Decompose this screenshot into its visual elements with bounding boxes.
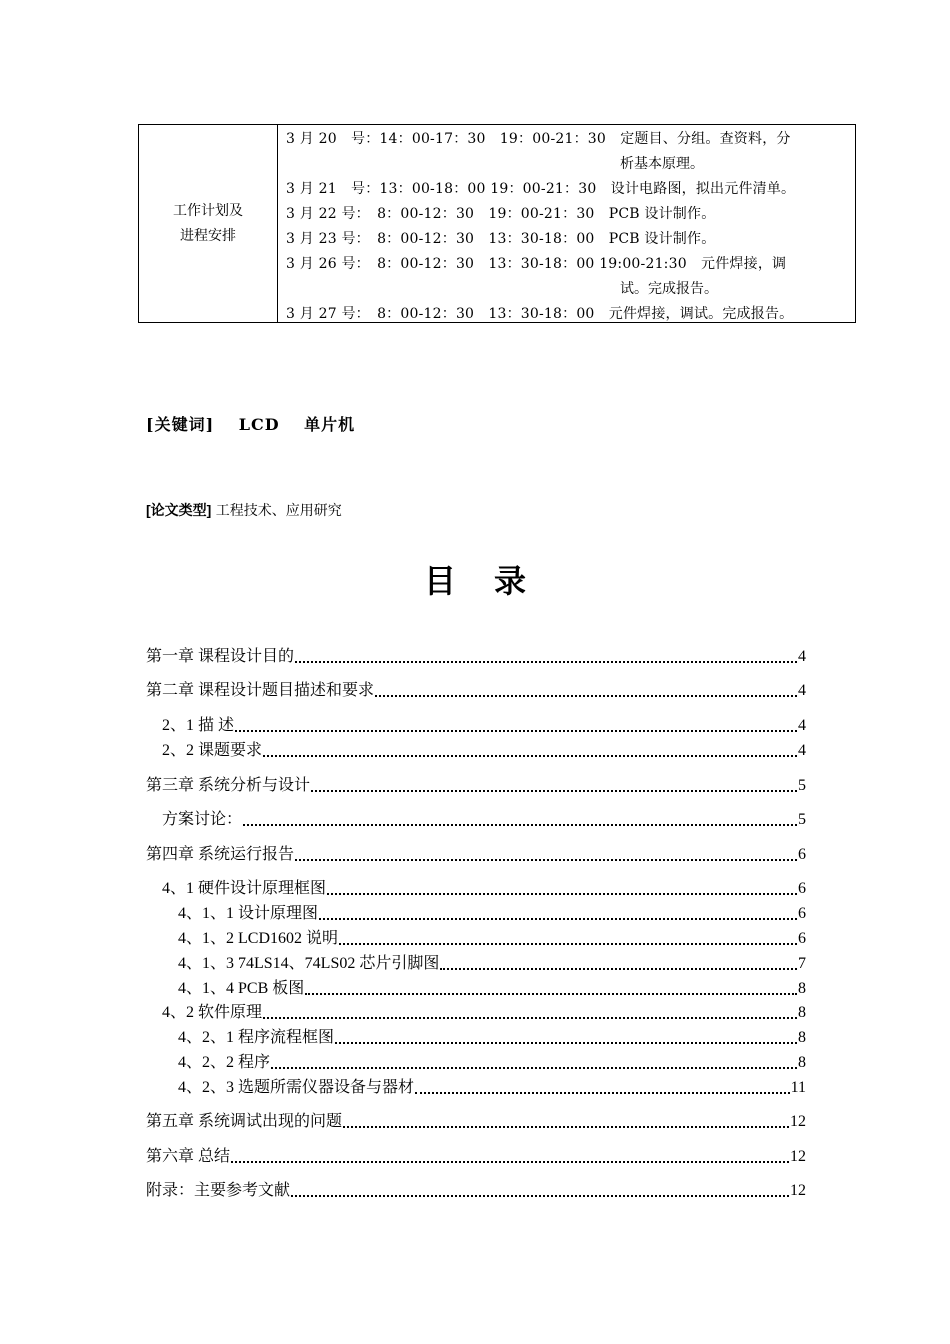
toc-dot-leader (335, 1042, 797, 1044)
toc-entry-text: 附录：主要参考文献 (146, 1182, 291, 1199)
plan-row-mar27: 3 月 27 号： 8：00-12：30 13：30-18：00 元件焊接，调试。完成报告。 (286, 306, 794, 322)
plan-row-mar20: 3 月 20 号：14：00-17：30 19：00-21：30 定题目、分组。查资料，分 (286, 131, 791, 147)
toc-entry-page: 4 (798, 742, 806, 759)
plan-row-mar22: 3 月 22 号： 8：00-12：30 19：00-21：30 PCB 设计制作。 (286, 206, 716, 222)
toc-entry[interactable] (146, 1026, 806, 1050)
toc-entry-page: 8 (798, 1029, 806, 1046)
paper-type-value: 工程技术、应用研究 (211, 503, 342, 519)
toc-entry-text: 4、2、3 选题所需仪器设备与器材 (178, 1079, 415, 1096)
toc-entry[interactable] (146, 877, 806, 901)
toc-entry[interactable] (146, 645, 806, 669)
toc-dot-leader (319, 918, 797, 920)
toc-title: 目录 (423, 562, 564, 600)
toc-entry[interactable] (146, 1051, 806, 1075)
toc-entry-page: 8 (798, 1004, 806, 1021)
toc-entry-page: 12 (790, 1113, 806, 1130)
toc-entry-page: 6 (798, 905, 806, 922)
toc-entry[interactable] (146, 808, 806, 832)
toc-entry[interactable] (146, 739, 806, 763)
toc-dot-leader (305, 993, 797, 995)
toc-entry-text: 4、2、2 程序 (178, 1054, 271, 1071)
plan-label-line2: 进程安排 (180, 227, 236, 244)
plan-table-content-cell (278, 125, 855, 322)
toc-entry[interactable] (146, 774, 806, 798)
toc-dot-leader (243, 824, 797, 826)
keyword-mcu: 单片机 (304, 415, 356, 434)
toc-entry-page: 5 (798, 811, 806, 828)
toc-entry-text: 第五章 系统调试出现的问题 (146, 1113, 343, 1130)
toc-dot-leader (231, 1161, 789, 1163)
toc-entry-page: 6 (798, 930, 806, 947)
toc-dot-leader (375, 695, 797, 697)
toc-entry[interactable] (146, 679, 806, 703)
toc-dot-leader (291, 1195, 789, 1197)
toc-dot-leader (440, 968, 797, 970)
keyword-lcd: LCD (238, 415, 280, 434)
toc-entry-page: 7 (798, 955, 806, 972)
toc-dot-leader (295, 661, 797, 663)
toc-dot-leader (263, 1017, 797, 1019)
toc-dot-leader (415, 1092, 790, 1094)
toc-entry[interactable] (146, 1110, 806, 1134)
paper-type-label: [论文类型] (146, 502, 212, 518)
toc-entry-page: 6 (798, 880, 806, 897)
toc-entry-text: 第三章 系统分析与设计 (146, 777, 311, 794)
plan-row-mar20-cont: 析基本原理。 (620, 156, 704, 172)
toc-entry-page: 5 (798, 777, 806, 794)
toc-entry-page: 4 (798, 648, 806, 665)
keywords-line (146, 412, 373, 435)
toc-entry[interactable] (146, 952, 806, 976)
keywords-label: [关键词] (146, 415, 215, 434)
toc-entry-text: 第二章 课程设计题目描述和要求 (146, 682, 375, 699)
toc-dot-leader (311, 790, 797, 792)
toc-dot-leader (327, 893, 797, 895)
toc-dot-leader (339, 943, 797, 945)
toc-entry[interactable] (146, 902, 806, 926)
toc-entry[interactable] (146, 714, 806, 738)
toc-dot-leader (271, 1067, 797, 1069)
toc-entry-text: 4、2 软件原理 (162, 1004, 263, 1021)
plan-row-mar26-cont: 试。完成报告。 (620, 281, 718, 297)
paper-type-line (146, 500, 342, 520)
toc-entry-page: 6 (798, 846, 806, 863)
toc-entry-page: 8 (798, 1054, 806, 1071)
toc-dot-leader (295, 859, 797, 861)
toc-entry-page: 12 (790, 1148, 806, 1165)
plan-row-mar26: 3 月 26 号： 8：00-12：30 13：30-18：00 19:00-21:30 元件焊接，调 (286, 256, 787, 272)
toc-entry-text: 第一章 课程设计目的 (146, 648, 295, 665)
toc-entry[interactable] (146, 977, 806, 1001)
toc-entry-text: 方案讨论： (162, 811, 243, 828)
toc-entry-page: 8 (798, 980, 806, 997)
plan-table-label-cell (139, 125, 278, 322)
toc-entry[interactable] (146, 927, 806, 951)
toc-entry-page: 4 (798, 682, 806, 699)
plan-row-mar23: 3 月 23 号： 8：00-12：30 13：30-18：00 PCB 设计制作。 (286, 231, 716, 247)
toc-entry[interactable] (146, 843, 806, 867)
work-plan-table (138, 124, 856, 323)
toc-entry-text: 4、1、2 LCD1602 说明 (178, 930, 339, 947)
toc-entry-text: 4、1、4 PCB 板图 (178, 980, 305, 997)
toc-entry-page: 12 (790, 1182, 806, 1199)
toc-dot-leader (343, 1126, 789, 1128)
toc-entry-text: 4、1 硬件设计原理框图 (162, 880, 327, 897)
plan-label-line1: 工作计划及 (173, 202, 243, 219)
toc-entry-text: 4、2、1 程序流程框图 (178, 1029, 335, 1046)
toc-entry-text: 第四章 系统运行报告 (146, 846, 295, 863)
toc-dot-leader (235, 730, 797, 732)
toc-entry-page: 4 (798, 717, 806, 734)
plan-row-mar21: 3 月 21 号：13：00-18：00 19：00-21：30 设计电路图，拟出元件清单。 (286, 181, 796, 197)
toc-entry[interactable] (146, 1179, 806, 1203)
toc-entry-text: 2、2 课题要求 (162, 742, 263, 759)
toc-entry[interactable] (146, 1001, 806, 1025)
toc-entry[interactable] (146, 1145, 806, 1169)
toc-entry-text: 2、1 描 述 (162, 717, 235, 734)
toc-entry-text: 第六章 总结 (146, 1148, 231, 1165)
toc-dot-leader (263, 755, 797, 757)
toc-entry[interactable] (146, 1076, 806, 1100)
toc-entry-page: 11 (790, 1079, 806, 1096)
toc-entry-text: 4、1、3 74LS14、74LS02 芯片引脚图 (178, 955, 440, 972)
toc-entry-text: 4、1、1 设计原理图 (178, 905, 319, 922)
